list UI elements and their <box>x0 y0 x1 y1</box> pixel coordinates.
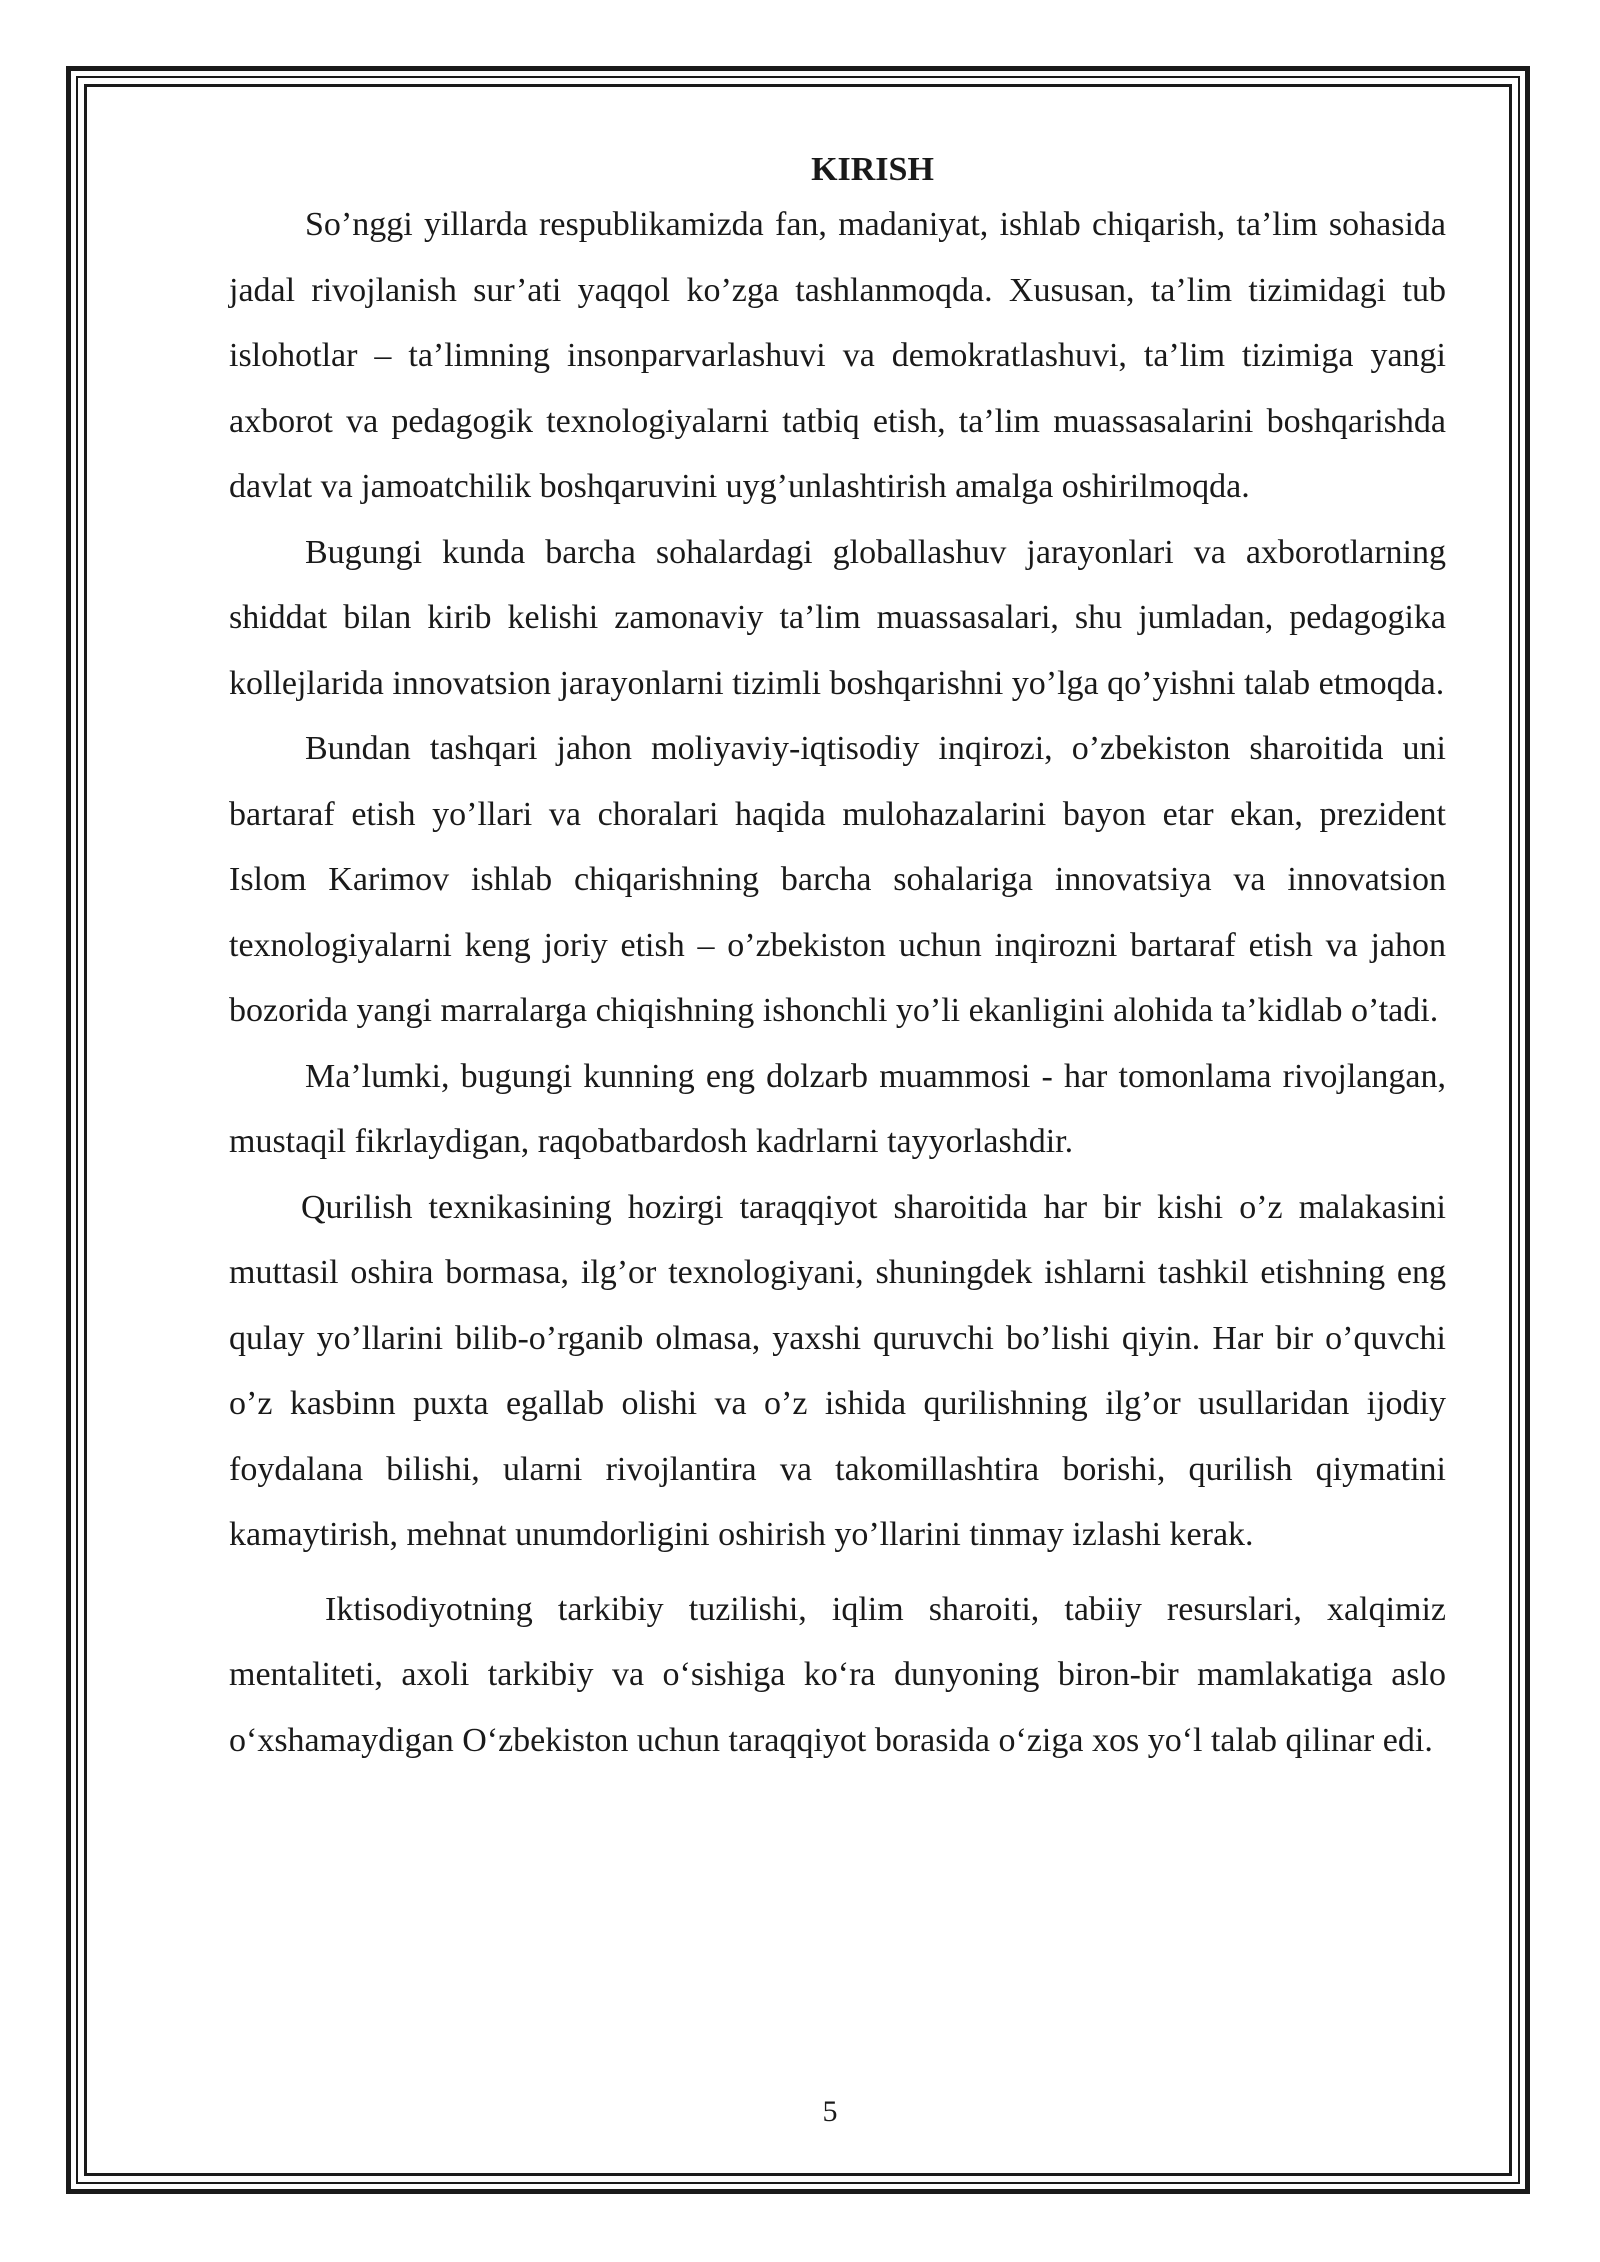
paragraph-3: Bundan tashqari jahon moliyaviy-iqtisodiy inqirozi, o’zbekiston sharoitida uni bartaraf etish yo’llari va choralari haqida mulohazalarini bayon etar ekan, prezident Islom Karimov ishlab chiqarishning barcha sohalariga innovatsiya va innovatsion texnologiyalarni keng joriy etish – o’zbekiston uchun inqirozni bartaraf etish va jahon bozorida yangi marralarga chiqishning ishonchli yo’li ekanligini alohida ta’kidlab o’tadi. <box>229 730 1446 1029</box>
paragraph-5: Qurilish texnikasining hozirgi taraqqiyot sharoitida har bir kishi o’z malakasini muttasil oshira bormasa, ilg’or texnologiyani, shuningdek ishlarni tashkil etishning eng qulay yo’llarini bilib-o’rganib olmasa, yaxshi quruvchi bo’lishi qiyin. Har bir o’quvchi o’z kasbinn puxta egallab olishi va o’z ishida qurilishning ilg’or usullaridan ijodiy foydalana bilishi, ularni rivojlantira va takomillashtira borishi, qurilish qiymatini kamaytirish, mehnat unumdorligini oshirish yo’llarini tinmay izlashi kerak. <box>229 1188 1446 1553</box>
page-title: KIRISH <box>811 151 934 188</box>
paragraph-1: So’nggi yillarda respublikamizda fan, madaniyat, ishlab chiqarish, ta’lim sohasida jadal rivojlanish sur’ati yaqqol ko’zga tashlanmoqda. Xususan, ta’lim tizimidagi tub islohotlar – ta’limning insonparvarlashuvi va demokratlashuvi, ta’lim tizimiga yangi axborot va pedagogik texnologiyalarni tatbiq etish, ta’lim muassasalarini boshqarishda davlat va jamoatchilik boshqaruvini uyg’unlashtirish amalga oshirilmoqda. <box>229 206 1446 505</box>
paragraph-2: Bugungi kunda barcha sohalardagi globallashuv jarayonlari va axborotlarning shiddat bilan kirib kelishi zamonaviy ta’lim muassasalari, shu jumladan, pedagogika kollejlarida innovatsion jarayonlarni tizimli boshqarishni yo’lga qo’yishni talab etmoqda. <box>229 533 1446 702</box>
page-content <box>229 150 1446 1773</box>
page-number: 5 <box>822 2095 838 2128</box>
paragraph-4: Ma’lumki, bugungi kunning eng dolzarb muammosi - har tomonlama rivojlangan, mustaqil fikrlaydigan, raqobatbardosh kadrlarni tayyorlashdir. <box>229 1057 1446 1160</box>
paragraph-6: Iktisodiyotning tarkibiy tuzilishi, iqlim sharoiti, tabiiy resurslari, xalqimiz mentaliteti, axoli tarkibiy va o‘sishiga ko‘ra dunyoning biron-bir mamlakatiga aslo o‘xshamaydigan O‘zbekiston uchun taraqqiyot borasida o‘ziga xos yo‘l talab qilinar edi. <box>229 1590 1446 1759</box>
